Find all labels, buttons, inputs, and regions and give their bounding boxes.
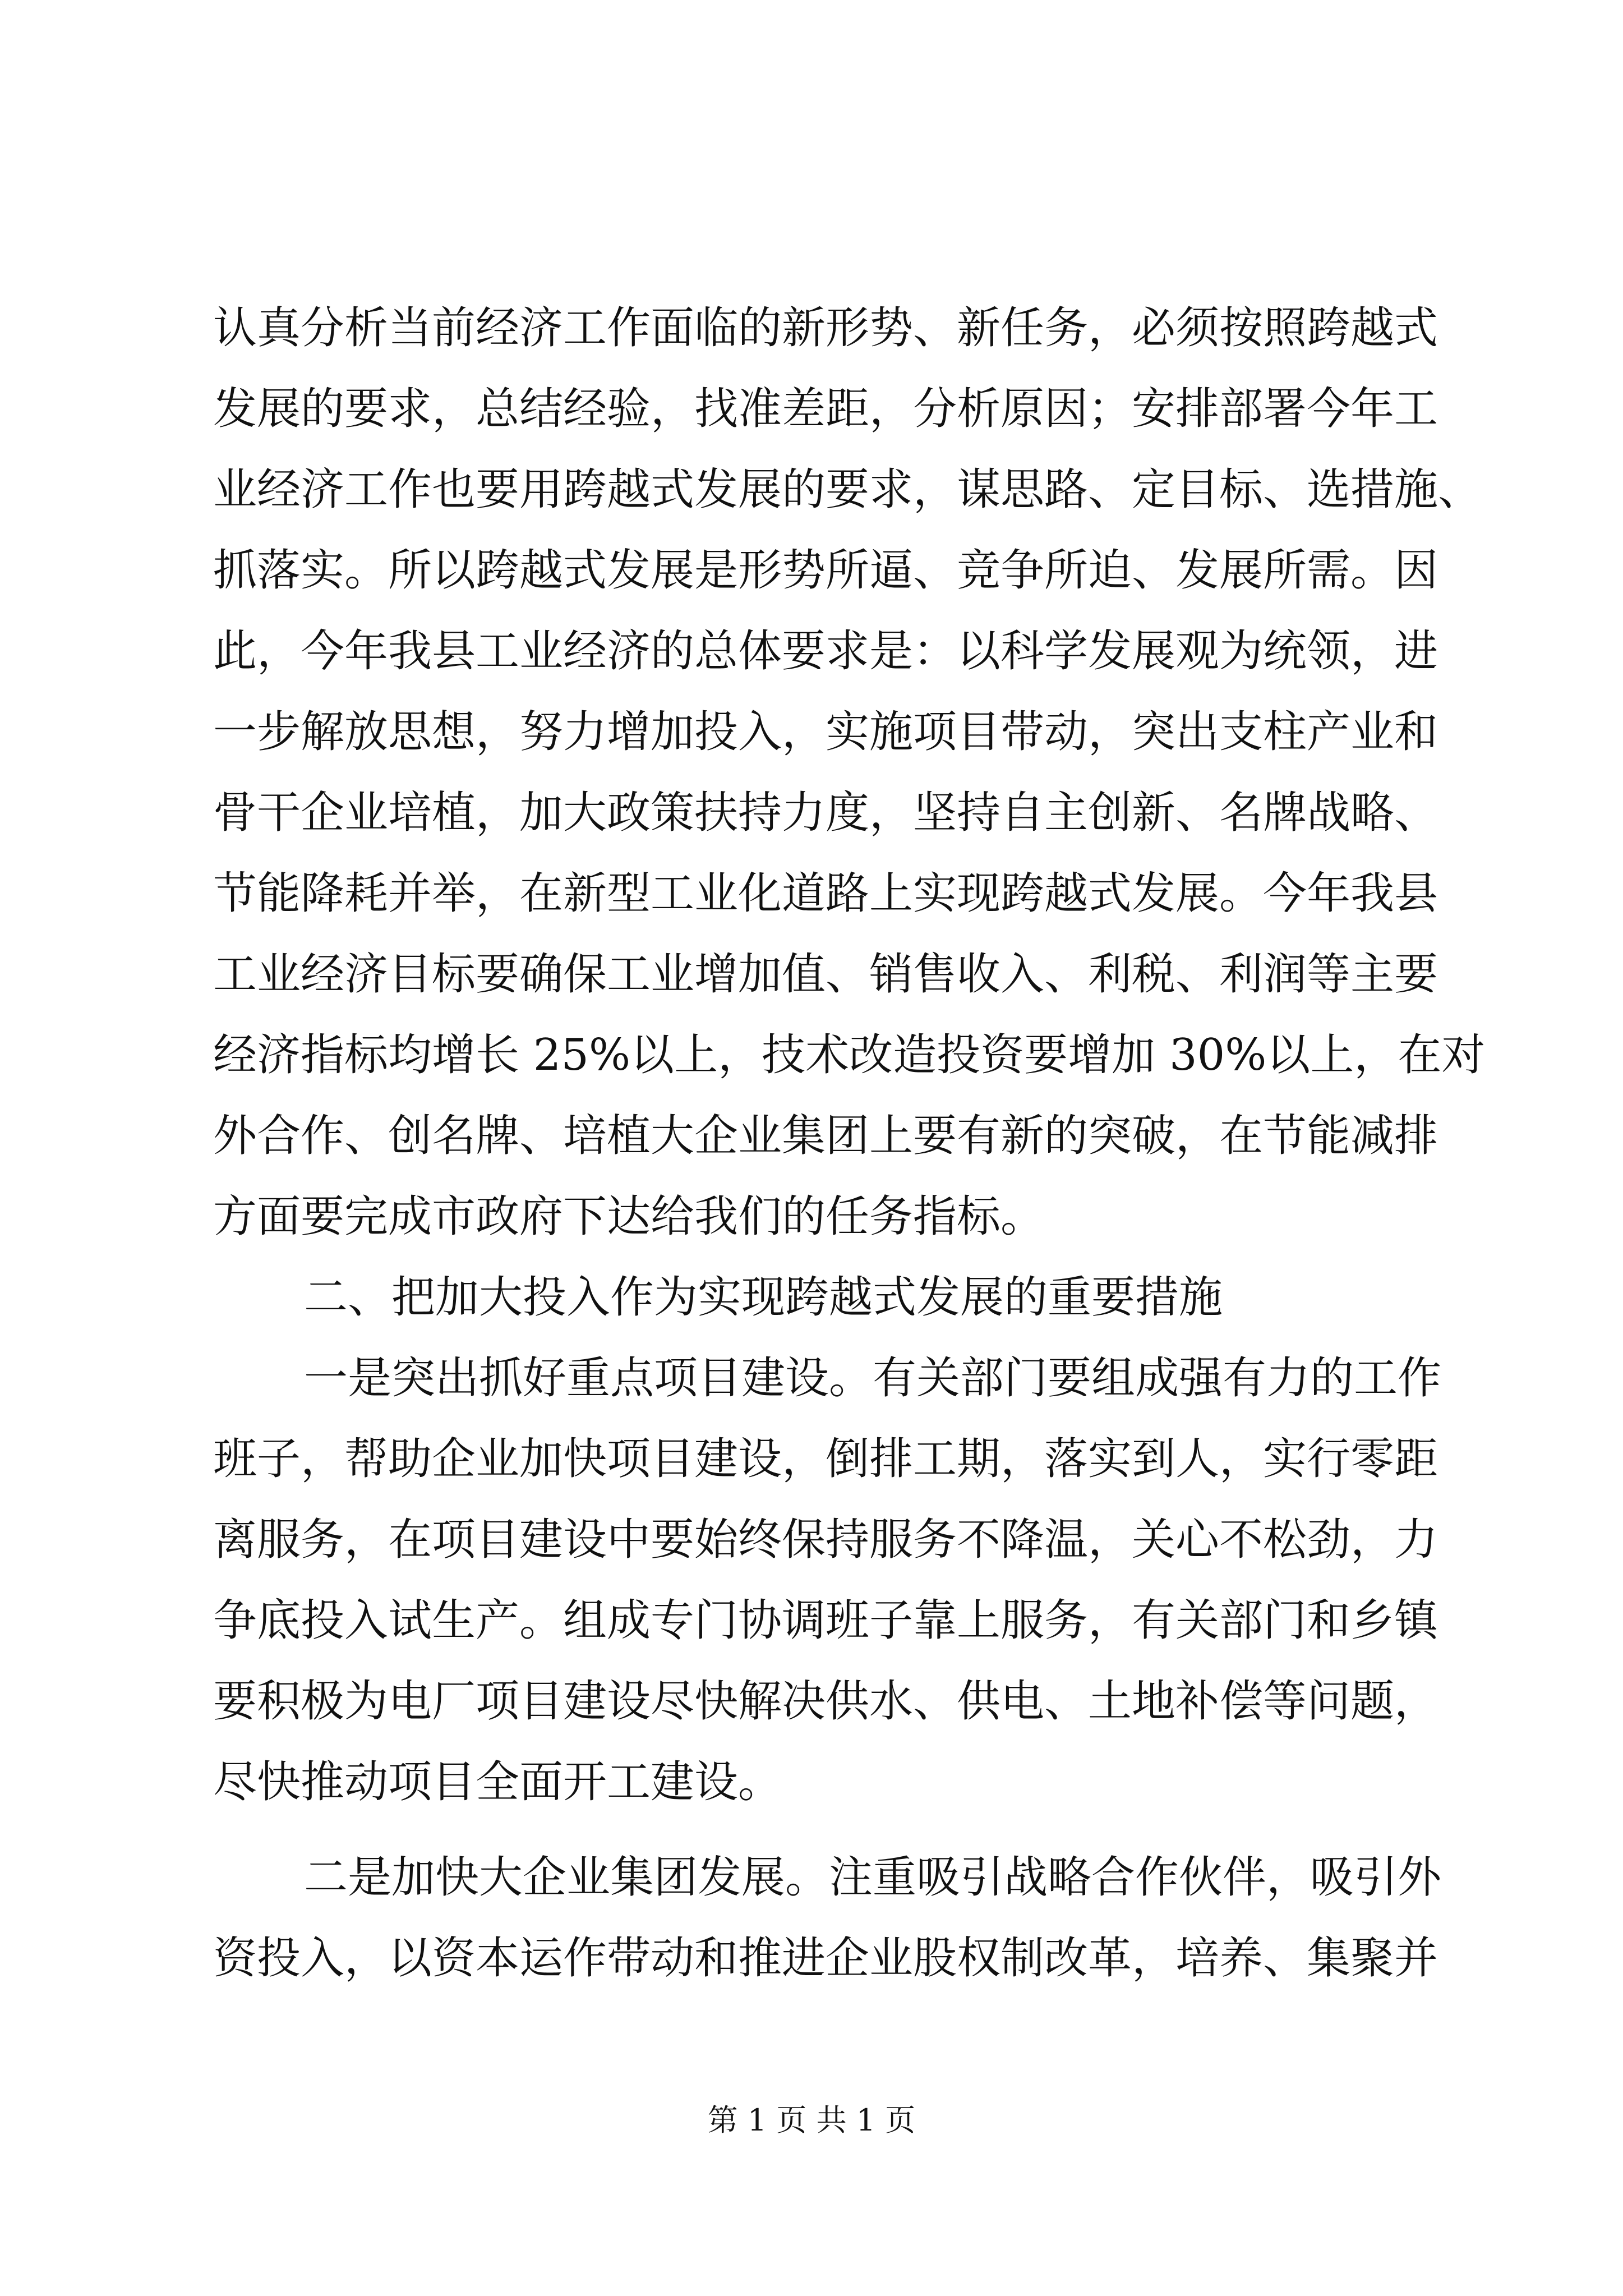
paragraph-line: 要积极为电厂项目建设尽快解决供水、供电、土地补偿等问题，	[213, 1676, 1438, 1727]
paragraph-line: 业经济工作也要用跨越式发展的要求，谋思路、定目标、选措施、	[213, 464, 1482, 515]
paragraph-line: 资投入，以资本运作带动和推进企业股权制改革，培养、集聚并	[213, 1933, 1438, 1984]
paragraph-line: 班子，帮助企业加快项目建设，倒排工期，落实到人，实行零距	[213, 1434, 1438, 1484]
paragraph-line: 离服务，在项目建设中要始终保持服务不降温，关心不松劲，力	[213, 1515, 1438, 1565]
paragraph-line: 抓落实。所以跨越式发展是形势所逼、竞争所迫、发展所需。因	[213, 545, 1438, 596]
paragraph-line: 发展的要求，总结经验，找准差距，分析原因；安排部署今年工	[213, 384, 1438, 434]
paragraph-line: 此，今年我县工业经济的总体要求是：以科学发展观为统领，进	[213, 626, 1438, 677]
paragraph-line: 外合作、创名牌、培植大企业集团上要有新的突破，在节能减排	[213, 1111, 1438, 1161]
paragraph-line: 骨干企业培植，加大政策扶持力度，坚持自主创新、名牌战略、	[213, 788, 1438, 838]
paragraph-line: 二是加快大企业集团发展。注重吸引战略合作伙伴，吸引外	[304, 1852, 1442, 1903]
paragraph-line: 尽快推动项目全面开工建设。	[213, 1757, 782, 1807]
paragraph-line: 节能降耗并举，在新型工业化道路上实现跨越式发展。今年我县	[213, 868, 1438, 919]
page-number-footer: 第 1 页 共 1 页	[707, 2102, 916, 2138]
paragraph-line: 争底投入试生产。组成专门协调班子靠上服务，有关部门和乡镇	[213, 1595, 1438, 1646]
paragraph-line: 一是突出抓好重点项目建设。有关部门要组成强有力的工作	[304, 1353, 1442, 1404]
paragraph-line: 工业经济目标要确保工业增加值、销售收入、利税、利润等主要	[213, 949, 1438, 1000]
paragraph-line: 方面要完成市政府下达给我们的任务指标。	[213, 1191, 1045, 1242]
paragraph-line: 一步解放思想，努力增加投入，实施项目带动，突出支柱产业和	[213, 707, 1438, 757]
section-heading: 二、把加大投入作为实现跨越式发展的重要措施	[304, 1272, 1223, 1323]
paragraph-line: 认真分析当前经济工作面临的新形势、新任务，必须按照跨越式	[213, 303, 1438, 353]
paragraph-line: 经济指标均增长 25%以上，技术改造投资要增加 30%以上，在对	[213, 1030, 1486, 1080]
